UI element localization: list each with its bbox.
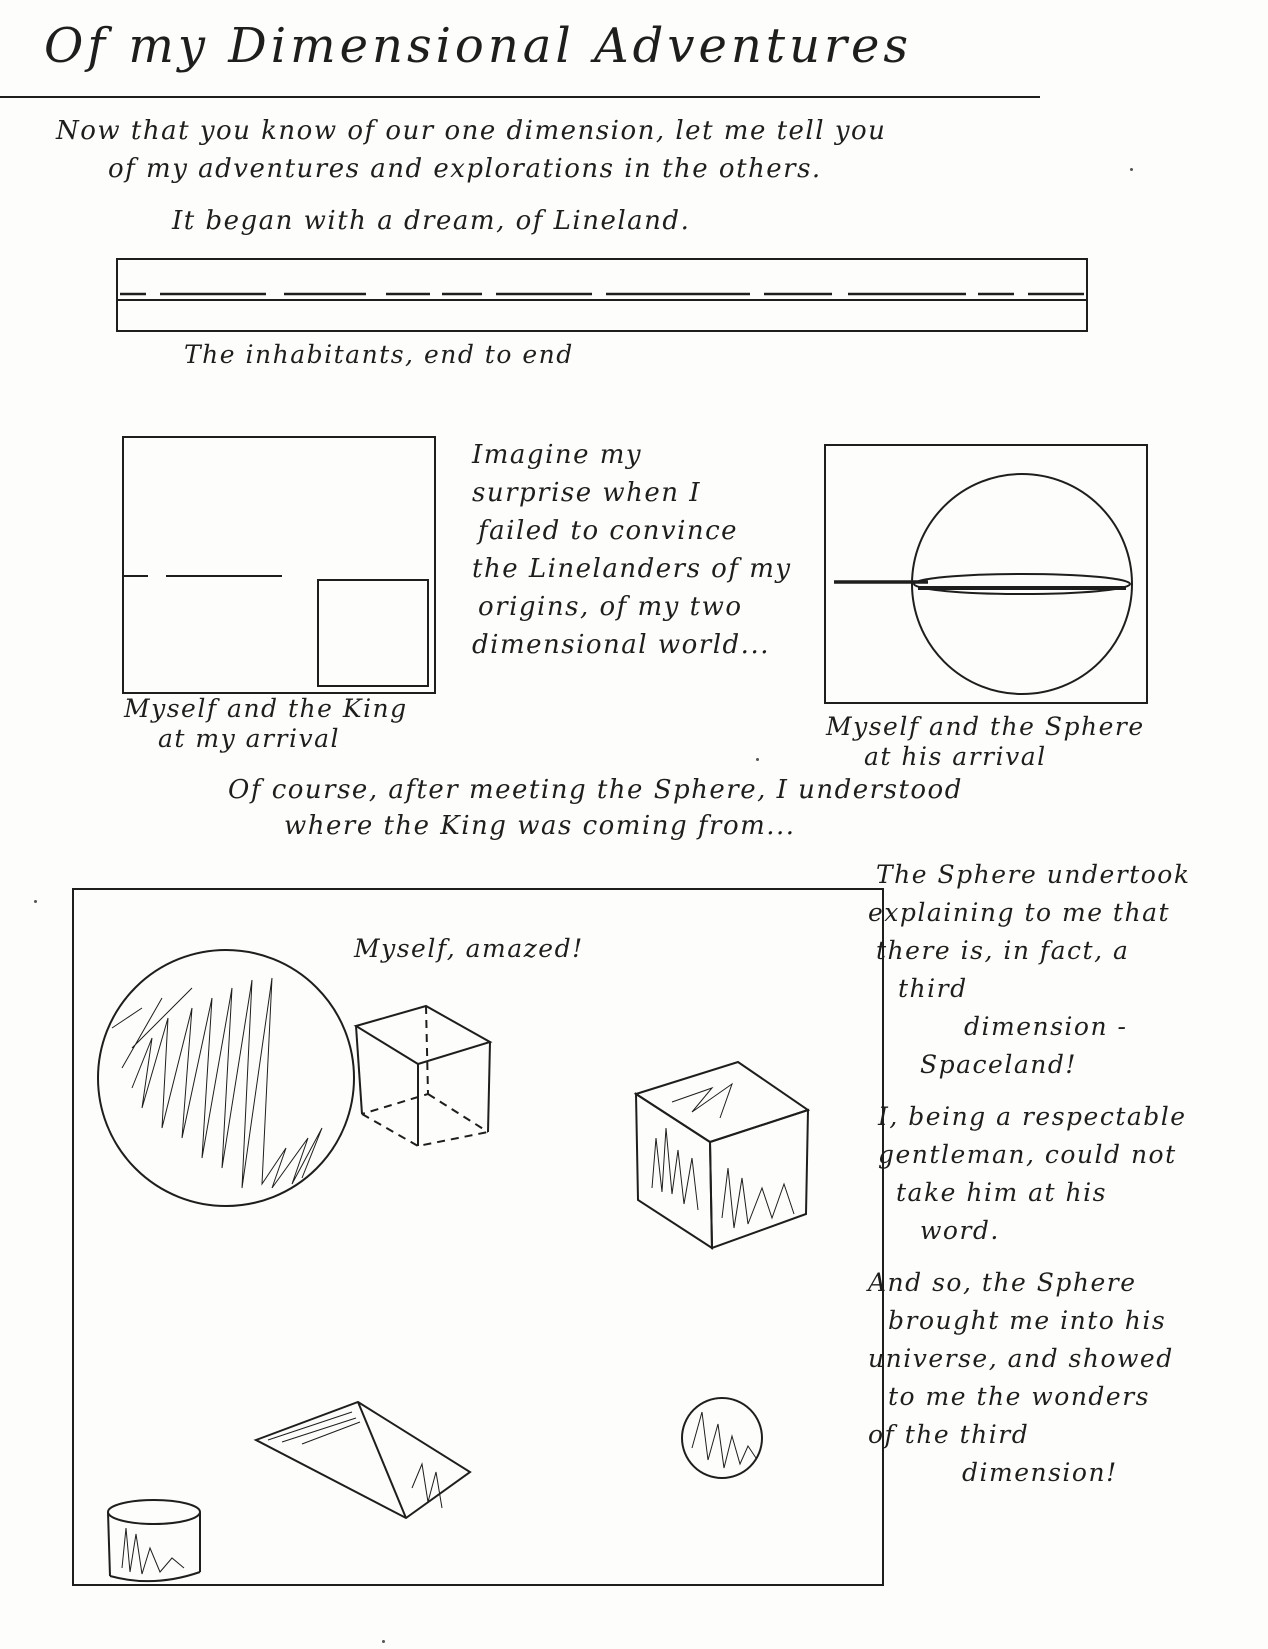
pyramid <box>256 1402 470 1518</box>
side-paragraph-3 <box>868 1264 1258 1492</box>
intro-line-2: of my adventures and explorations in the others. <box>108 154 822 184</box>
of-course-line-2: where the King was coming from... <box>284 811 796 841</box>
began-line: It began with a dream, of Lineland. <box>172 206 691 236</box>
shaded-cube-hatching <box>652 1084 794 1228</box>
side-p1-line-6: Spaceland! <box>920 1050 1077 1079</box>
king-caption <box>124 694 408 754</box>
side-p2-line-1: I, being a respectable <box>878 1102 1187 1131</box>
title-underline <box>0 96 1040 98</box>
paper-speck <box>1130 168 1133 171</box>
side-p1-line-3: there is, in fact, a <box>876 936 1130 965</box>
side-p3-line-6: dimension! <box>962 1458 1118 1487</box>
sphere-arrival-drawing <box>824 444 1148 704</box>
cylinder-hatching <box>122 1528 184 1574</box>
narration-middle <box>472 436 812 664</box>
narration-line-3: failed to convince <box>478 516 739 546</box>
sphere-caption-line-2: at his arrival <box>864 742 1047 771</box>
paper-speck <box>756 758 759 761</box>
side-paragraph-2 <box>868 1098 1258 1250</box>
side-p3-line-1: And so, the Sphere <box>868 1268 1137 1297</box>
of-course-paragraph <box>228 772 1128 844</box>
narration-line-2: surprise when I <box>472 478 702 508</box>
narration-line-1: Imagine my <box>472 440 643 470</box>
side-p1-line-2: explaining to me that <box>868 898 1171 927</box>
intro-paragraph <box>56 112 1186 188</box>
small-sphere <box>682 1398 762 1478</box>
of-course-line-1: Of course, after meeting the Sphere, I understood <box>228 775 963 805</box>
intro-line-1: Now that you know of our one dimension, let me tell you <box>56 116 887 146</box>
sphere-caption-line-1: Myself and the Sphere <box>826 712 1145 741</box>
king-caption-line-2: at my arrival <box>158 724 340 753</box>
side-p2-line-2: gentleman, could not <box>878 1140 1177 1169</box>
spaceland-drawing <box>72 888 884 1586</box>
spaceland-label: Myself, amazed! <box>354 934 584 963</box>
lineland-caption: The inhabitants, end to end <box>184 340 574 369</box>
cylinder <box>108 1500 200 1581</box>
sphere-caption <box>826 712 1145 772</box>
large-sphere <box>98 950 354 1206</box>
narration-line-5: origins, of my two <box>478 592 743 622</box>
paper-speck <box>34 900 37 903</box>
narration-line-6: dimensional world... <box>472 630 770 660</box>
sphere-cross-section <box>914 574 1130 594</box>
side-p3-line-3: universe, and showed <box>868 1344 1174 1373</box>
myself-square <box>318 580 428 686</box>
narration-line-4: the Linelanders of my <box>472 554 792 584</box>
sphere-circle <box>912 474 1132 694</box>
side-p2-line-4: word. <box>920 1216 1000 1245</box>
king-caption-line-1: Myself and the King <box>124 694 408 723</box>
side-p3-line-5: of the third <box>868 1420 1030 1449</box>
side-p1-line-4: third <box>898 974 968 1003</box>
small-sphere-shading <box>692 1412 756 1468</box>
side-p2-line-3: take him at his <box>896 1178 1107 1207</box>
large-sphere-shading <box>112 978 322 1188</box>
king-drawing <box>122 436 436 694</box>
lineland-inhabitants <box>116 258 1088 332</box>
side-p1-line-1: The Sphere undertook <box>876 860 1191 889</box>
side-p3-line-2: brought me into his <box>888 1306 1167 1335</box>
shaded-cube <box>636 1062 808 1248</box>
side-p1-line-5: dimension - <box>964 1012 1128 1041</box>
side-text <box>868 856 1258 1492</box>
side-p3-line-4: to me the wonders <box>888 1382 1151 1411</box>
paper-speck <box>382 1640 385 1643</box>
wireframe-cube <box>356 1006 490 1146</box>
side-paragraph-1 <box>868 856 1258 1084</box>
page-title: Of my Dimensional Adventures <box>44 18 912 74</box>
